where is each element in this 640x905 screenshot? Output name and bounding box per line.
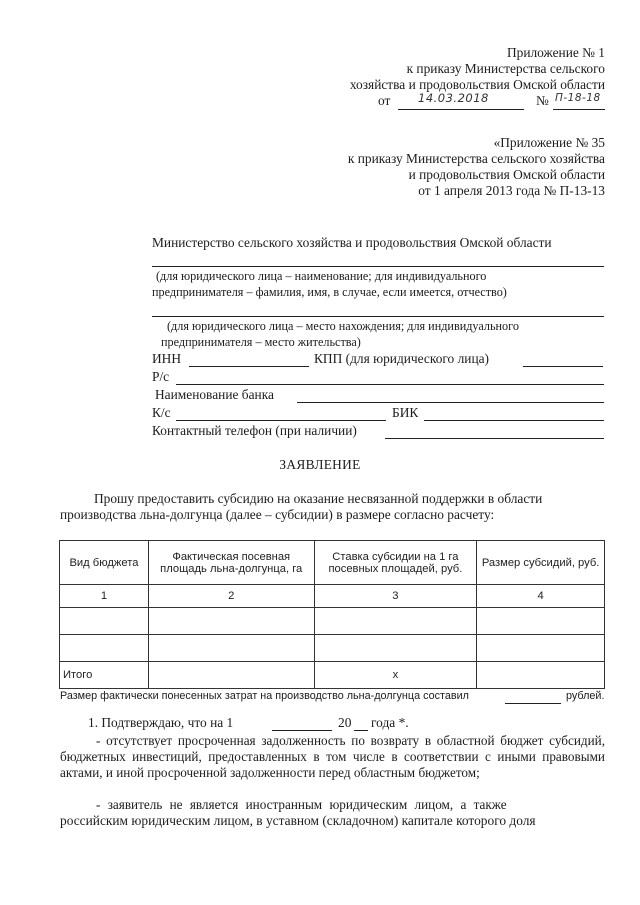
appendix35-line3: и продовольствия Омской области	[408, 167, 605, 182]
bullet-debt: - отсутствует просроченная задолженность по возврату в областной бюджет субсидий, бюджетных инвестиций, предоставленных в том числе в соответствии с иными правовыми актами, и иной просроченной задолженности перед областным бюджетом;	[60, 733, 605, 780]
header-subsidy-amount: Размер субсидий, руб.	[477, 541, 605, 585]
header-subsidy-rate: Ставка субсидии на 1 га посевных площадей, руб.	[314, 541, 477, 585]
rs-field[interactable]	[176, 384, 604, 385]
bank-field[interactable]	[297, 402, 604, 403]
bullet-foreign-line-2: российским юридическим лицом, в уставном (складочном) капитале которого доля	[60, 813, 536, 828]
rs-label: Р/с	[152, 369, 170, 384]
total-x-mark: х	[314, 662, 477, 689]
header-budget-type: Вид бюджета	[60, 541, 149, 585]
table-cell[interactable]	[477, 662, 605, 689]
confirm-prefix: 1. Подтверждаю, что на 1	[88, 715, 234, 730]
table-cell[interactable]	[314, 635, 477, 662]
table-number-row	[60, 585, 605, 608]
appendix35-title: «Приложение № 35	[493, 135, 605, 150]
column-number: 2	[148, 585, 314, 608]
kpp-field[interactable]	[523, 366, 603, 367]
table-cell[interactable]	[314, 608, 477, 635]
handwritten-number: П-18-18	[555, 92, 601, 104]
column-number: 1	[60, 585, 149, 608]
inn-field[interactable]	[189, 366, 309, 367]
appendix1-line3: хозяйства и продовольствия Омской области	[349, 77, 605, 92]
appendix35-line2: к приказу Министерства сельского хозяйства	[347, 151, 605, 166]
subsidy-table	[59, 540, 605, 689]
request-line-2: производства льна-долгунца (далее – субсидии) в размере согласно расчету:	[60, 507, 495, 522]
total-label: Итого	[60, 662, 149, 689]
applicant-name-hint-1: (для юридического лица – наименование; для индивидуального	[156, 269, 487, 283]
date-line	[398, 109, 524, 110]
confirm-date-field[interactable]	[272, 730, 332, 731]
applicant-address-hint-2: предпринимателя – место жительства)	[161, 335, 361, 349]
table-cell[interactable]	[60, 635, 149, 662]
column-number: 4	[477, 585, 605, 608]
confirm-year-field[interactable]	[354, 730, 368, 731]
column-number: 3	[314, 585, 477, 608]
applicant-name-hint-2: предпринимателя – фамилия, имя, в случае, если имеется, отчество)	[152, 285, 507, 299]
appendix1-number-prefix: №	[536, 93, 549, 108]
applicant-address-hint-1: (для юридического лица – место нахождения; для индивидуального	[167, 319, 519, 333]
request-line-1: Прошу предоставить субсидию на оказание несвязанной поддержки в области	[94, 491, 543, 506]
number-line	[553, 109, 605, 110]
table-cell[interactable]	[148, 635, 314, 662]
appendix1-line2: к приказу Министерства сельского	[406, 61, 605, 76]
phone-field[interactable]	[385, 438, 604, 439]
kpp-label: КПП (для юридического лица)	[314, 351, 490, 366]
costs-label: Размер фактически понесенных затрат на производство льна-долгунца составил	[60, 690, 469, 702]
costs-field[interactable]	[505, 703, 561, 704]
table-cell[interactable]	[148, 662, 314, 689]
applicant-name-line[interactable]	[152, 266, 604, 267]
applicant-address-line[interactable]	[152, 316, 604, 317]
handwritten-date: 14.03.2018	[418, 91, 489, 105]
appendix35-line4: от 1 апреля 2013 года № П-13-13	[418, 183, 605, 198]
table-cell[interactable]	[477, 608, 605, 635]
table-header-row	[60, 541, 605, 585]
confirm-suffix: года *.	[371, 715, 409, 730]
bullet-foreign-line-1: - заявитель не является иностранным юридическим лицом, а также	[96, 797, 507, 812]
bik-label: БИК	[392, 405, 419, 420]
table-row[interactable]	[60, 608, 605, 635]
header-sown-area: Фактическая посевная площадь льна-долгунца, га	[148, 541, 314, 585]
table-cell[interactable]	[477, 635, 605, 662]
table-cell[interactable]	[148, 608, 314, 635]
costs-unit: рублей.	[566, 690, 605, 702]
confirm-year-prefix: 20	[338, 715, 352, 730]
table-total-row	[60, 662, 605, 689]
bank-label: Наименование банка	[155, 387, 274, 402]
table-row[interactable]	[60, 635, 605, 662]
table-cell[interactable]	[60, 608, 149, 635]
document-title: ЗАЯВЛЕНИЕ	[279, 457, 361, 472]
bik-field[interactable]	[424, 420, 604, 421]
ks-field[interactable]	[176, 420, 386, 421]
appendix1-title: Приложение № 1	[506, 45, 605, 60]
ks-label: К/с	[152, 405, 171, 420]
phone-label: Контактный телефон (при наличии)	[152, 423, 357, 438]
inn-label: ИНН	[152, 351, 182, 366]
appendix1-date-prefix: от	[378, 93, 391, 108]
addressee: Министерство сельского хозяйства и продовольствия Омской области	[152, 235, 552, 250]
